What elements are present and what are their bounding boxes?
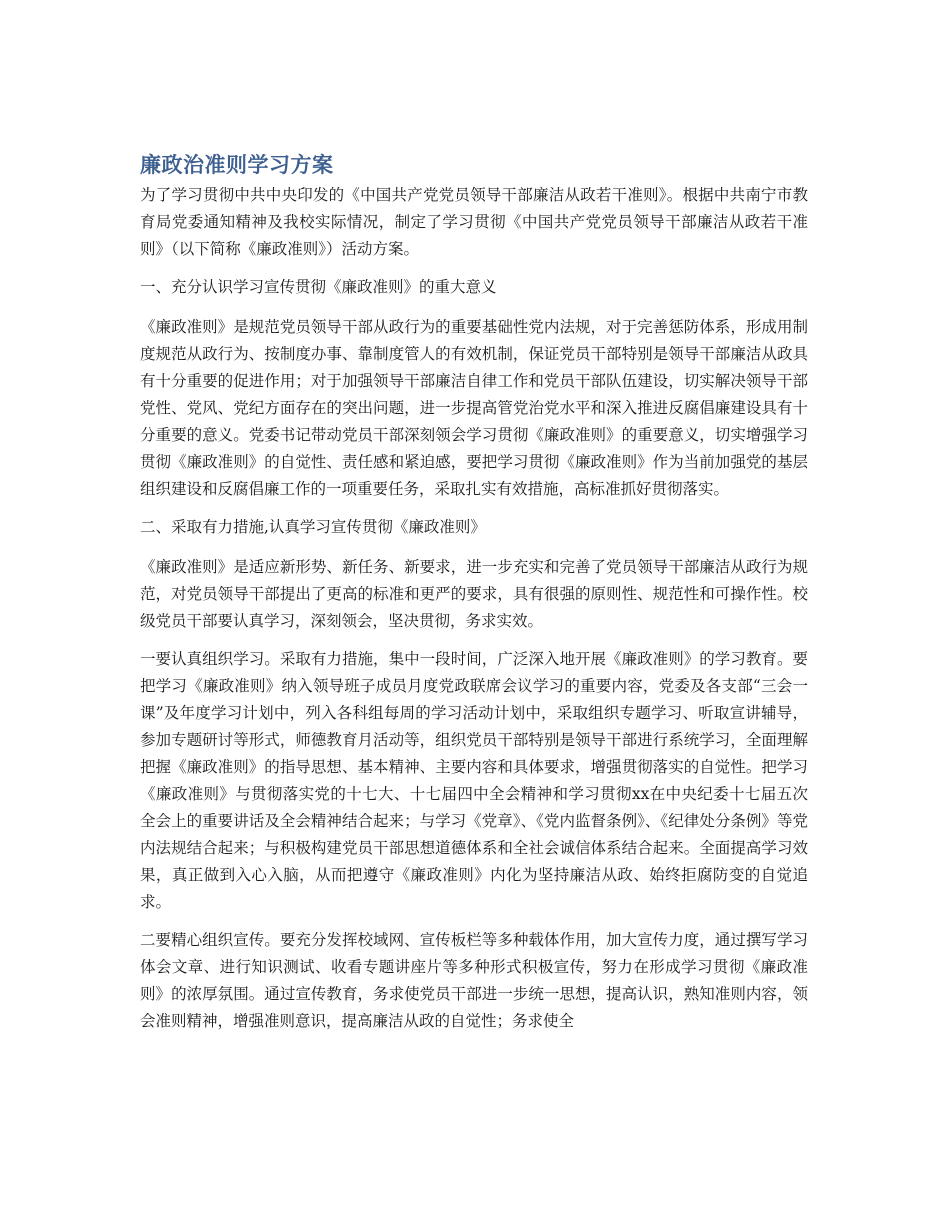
document-title: 廉政治准则学习方案 [140,153,334,177]
intro-paragraph: 为了学习贯彻中共中央印发的《中国共产党党员领导干部廉洁从政若干准则》。根据中共南宁市教育局党委通知精神及我校实际情况，制定了学习贯彻《中国共产党党员领导干部廉洁从政若干准则》（以下简称《廉政准则》）活动方案。 [140,186,808,258]
document-page [140,150,808,1046]
section-2-point-1: 一要认真组织学习。采取有力措施，集中一段时间，广泛深入地开展《廉政准则》的学习教育。要把学习《廉政准则》纳入领导班子成员月度党政联席会议学习的重要内容，党委及各支部“三会一课”及年度学习计划中，列入各科组每周的学习活动计划中，采取组织专题学习、听取宣讲辅导，参加专题研讨等形式，师德教育月活动等，组织党员干部特别是领导干部进行系统学习，全面理解把握《廉政准则》的指导思想、基本精神、主要内容和具体要求，增强贯彻落实的自觉性。把学习《廉政准则》与贯彻落实党的十七大、十七届四中全会精神和学习贯彻xx在中央纪委十七届五次全会上的重要讲话及全会精神结合起来；与学习《党章》、《党内监督条例》、《纪律处分条例》等党内法规结合起来；与积极构建党员干部思想道德体系和全社会诚信体系结合起来。全面提高学习效果，真正做到入心入脑，从而把遵守《廉政准则》内化为坚持廉洁从政、始终拒腐防变的自觉追求。 [140,650,808,911]
section-2-point-2: 二要精心组织宣传。要充分发挥校域网、宣传板栏等多种载体作用，加大宣传力度，通过撰写学习体会文章、进行知识测试、收看专题讲座片等多种形式积极宣传，努力在形成学习贯彻《廉政准则》的浓厚氛围。通过宣传教育，务求使党员干部进一步统一思想，提高认识，熟知准则内容，领会准则精神，增强准则意识，提高廉洁从政的自觉性；务求使全 [140,931,808,1030]
section-2-heading: 二、采取有力措施,认真学习宣传贯彻《廉政准则》 [140,518,486,536]
section-1-body: 《廉政准则》是规范党员领导干部从政行为的重要基础性党内法规，对于完善惩防体系，形成用制度规范从政行为、按制度办事、靠制度管人的有效机制，保证党员干部特别是领导干部廉洁从政具有十分重要的促进作用；对于加强领导干部廉洁自律工作和党员干部队伍建设，切实解决领导干部党性、党风、党纪方面存在的突出问题，进一步提高管党治党水平和深入推进反腐倡廉建设具有十分重要的意义。党委书记带动党员干部深刻领会学习贯彻《廉政准则》的重要意义，切实增强学习贯彻《廉政准则》的自觉性、责任感和紧迫感，要把学习贯彻《廉政准则》作为当前加强党的基层组织建设和反腐倡廉工作的一项重要任务，采取扎实有效措施，高标准抓好贯彻落实。 [140,318,808,498]
section-2-body: 《廉政准则》是适应新形势、新任务、新要求，进一步充实和完善了党员领导干部廉洁从政行为规范，对党员领导干部提出了更高的标准和更严的要求，具有很强的原则性、规范性和可操作性。校级党员干部要认真学习，深刻领会，坚决贯彻，务求实效。 [140,558,808,630]
section-1-heading: 一、充分认识学习宣传贯彻《廉政准则》的重大意义 [140,278,497,296]
